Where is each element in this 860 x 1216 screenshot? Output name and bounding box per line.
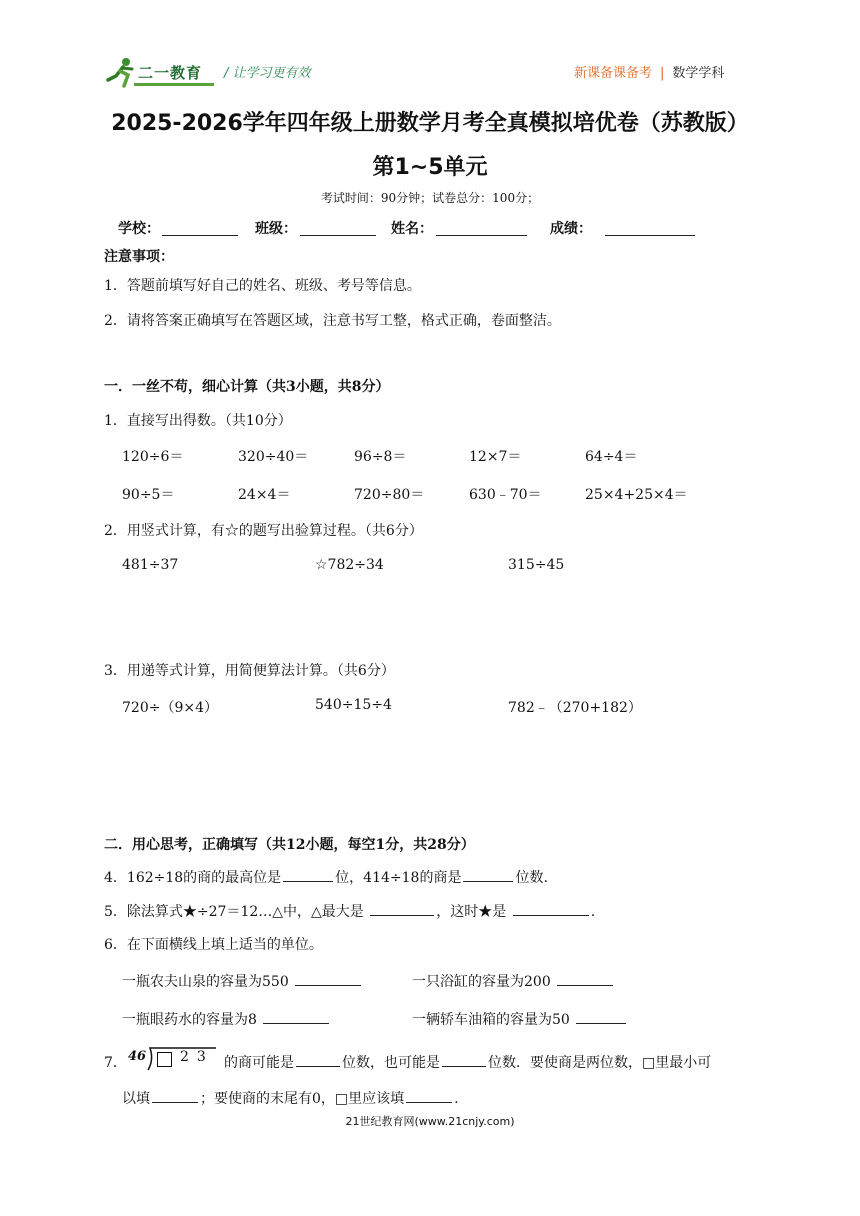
section-2-heading: 二．用心思考，正确填写（共12小题，每空1分，共28分） [104,837,475,853]
q7-text: 位数．要使商是两位数，□里最小可 [488,1055,712,1071]
q1-item: 720÷80＝ [354,487,425,503]
name-field[interactable] [436,235,527,236]
q6-blank[interactable] [263,1009,329,1024]
q3-item: 540÷15÷4 [315,697,392,713]
q1-item: 24×4＝ [238,487,291,503]
q7-text: 的商可能是 [224,1055,294,1071]
q6-item-text: 一辆轿车油箱的容量为50 [412,1012,570,1028]
q2-item: 315÷45 [508,557,565,573]
q6-blank[interactable] [557,971,613,986]
q6-item-text: 一瓶农夫山泉的容量为550 [122,974,289,990]
q7-text: 位数，也可能是 [342,1055,440,1071]
q6-item [122,1009,331,1029]
q7-text: . [454,1091,459,1107]
header-right [574,62,724,81]
q4-text: 位数. [515,870,548,886]
q6-item-text: 一瓶眼药水的容量为8 [122,1012,257,1028]
q1-item: 64÷4＝ [585,449,638,465]
q2-item: ☆782÷34 [315,557,384,573]
q6-item-text: 一只浴缸的容量为200 [412,974,551,990]
q4-blank-2[interactable] [463,867,513,882]
running-figure-icon [104,56,138,90]
q6-blank[interactable] [295,971,361,986]
q4-text: 4．162÷18的商的最高位是 [104,870,282,886]
dividend-blank-box [157,1052,172,1067]
q1-item: 630﹣70＝ [469,487,542,503]
q7-blank-3[interactable] [152,1088,198,1103]
score-label: 成绩： [550,221,592,237]
q1-item: 25×4+25×4＝ [585,487,688,503]
brand-logo [104,56,216,92]
slogan: / 让学习更有效 [224,66,311,81]
q1-item: 96÷8＝ [354,449,407,465]
q7-line-1 [224,1052,711,1072]
q1-item: 320÷40＝ [238,449,309,465]
q7-line-2 [122,1088,459,1108]
logo-text: 二一教育 [138,64,203,82]
q6-item [412,1009,628,1029]
slogan-text: 让学习更有效 [232,66,311,81]
q4-text: 位，414÷18的商是 [335,870,462,886]
q5-blank-2[interactable] [513,901,589,916]
q2-stem: 2．用竖式计算，有☆的题写出验算过程。（共6分） [104,523,423,539]
notes-heading: 注意事项： [104,249,174,265]
class-field[interactable] [300,235,376,236]
q7-number: 7． [104,1055,127,1071]
q5-blank-1[interactable] [370,901,434,916]
q5-text: 5．除法算式★÷27＝12…△中，△最大是 [104,904,364,920]
q7-blank-2[interactable] [442,1052,486,1067]
q3-item: 782﹣（270+182） [508,700,642,716]
score-field[interactable] [605,235,695,236]
long-division-figure [128,1046,218,1072]
division-divisor: 46 [128,1049,147,1064]
q7-text: 以填 [122,1091,150,1107]
q3-stem: 3．用递等式计算，用简便算法计算。（共6分） [104,663,395,679]
division-dividend: 23 [180,1049,214,1065]
page-subtitle-units: 第1~5单元 [372,155,488,180]
q7-blank-4[interactable] [406,1088,452,1103]
q1-stem: 1．直接写出得数。（共10分） [104,413,292,429]
q4-blank-1[interactable] [283,867,333,882]
q2-item: 481÷37 [122,557,179,573]
logo-underline [134,83,214,86]
q3-item: 720÷（9×4） [122,700,218,716]
note-item-2: 2．请将答案正确填写在答题区域，注意书写工整，格式正确，卷面整洁。 [104,313,561,329]
q1-item: 12×7＝ [469,449,522,465]
q6-blank[interactable] [576,1009,626,1024]
q5-text: . [590,904,596,920]
q5-text: ，这时★是 [436,904,507,920]
header-course-label: 新课备课备考 [574,66,653,81]
school-label: 学校： [118,221,160,237]
page-title: 2025-2026学年四年级上册数学月考全真模拟培优卷（苏教版） [111,111,749,136]
q6-item [412,971,615,991]
section-1-heading: 一．一丝不苟，细心计算（共3小题，共8分） [104,379,390,395]
school-field[interactable] [162,235,238,236]
name-label: 姓名： [391,221,433,237]
q7-blank-1[interactable] [296,1052,340,1067]
header-subject-label: 数学学科 [672,66,725,81]
header-separator: | [660,66,665,81]
q1-item: 120÷6＝ [122,449,184,465]
q1-item: 90÷5＝ [122,487,175,503]
exam-meta: 考试时间：90分钟；试卷总分：100分； [320,191,540,205]
q7-text: ；要使商的末尾有0，□里应该填 [200,1091,405,1107]
note-item-1: 1．答题前填写好自己的姓名、班级、考号等信息。 [104,278,421,294]
q4-line [104,867,548,887]
class-label: 班级： [255,221,297,237]
page-footer: 21世纪教育网(www.21cnjy.com) [345,1115,515,1128]
q5-line [104,901,595,921]
q6-item [122,971,363,991]
q6-stem: 6．在下面横线上填上适当的单位。 [104,937,323,953]
